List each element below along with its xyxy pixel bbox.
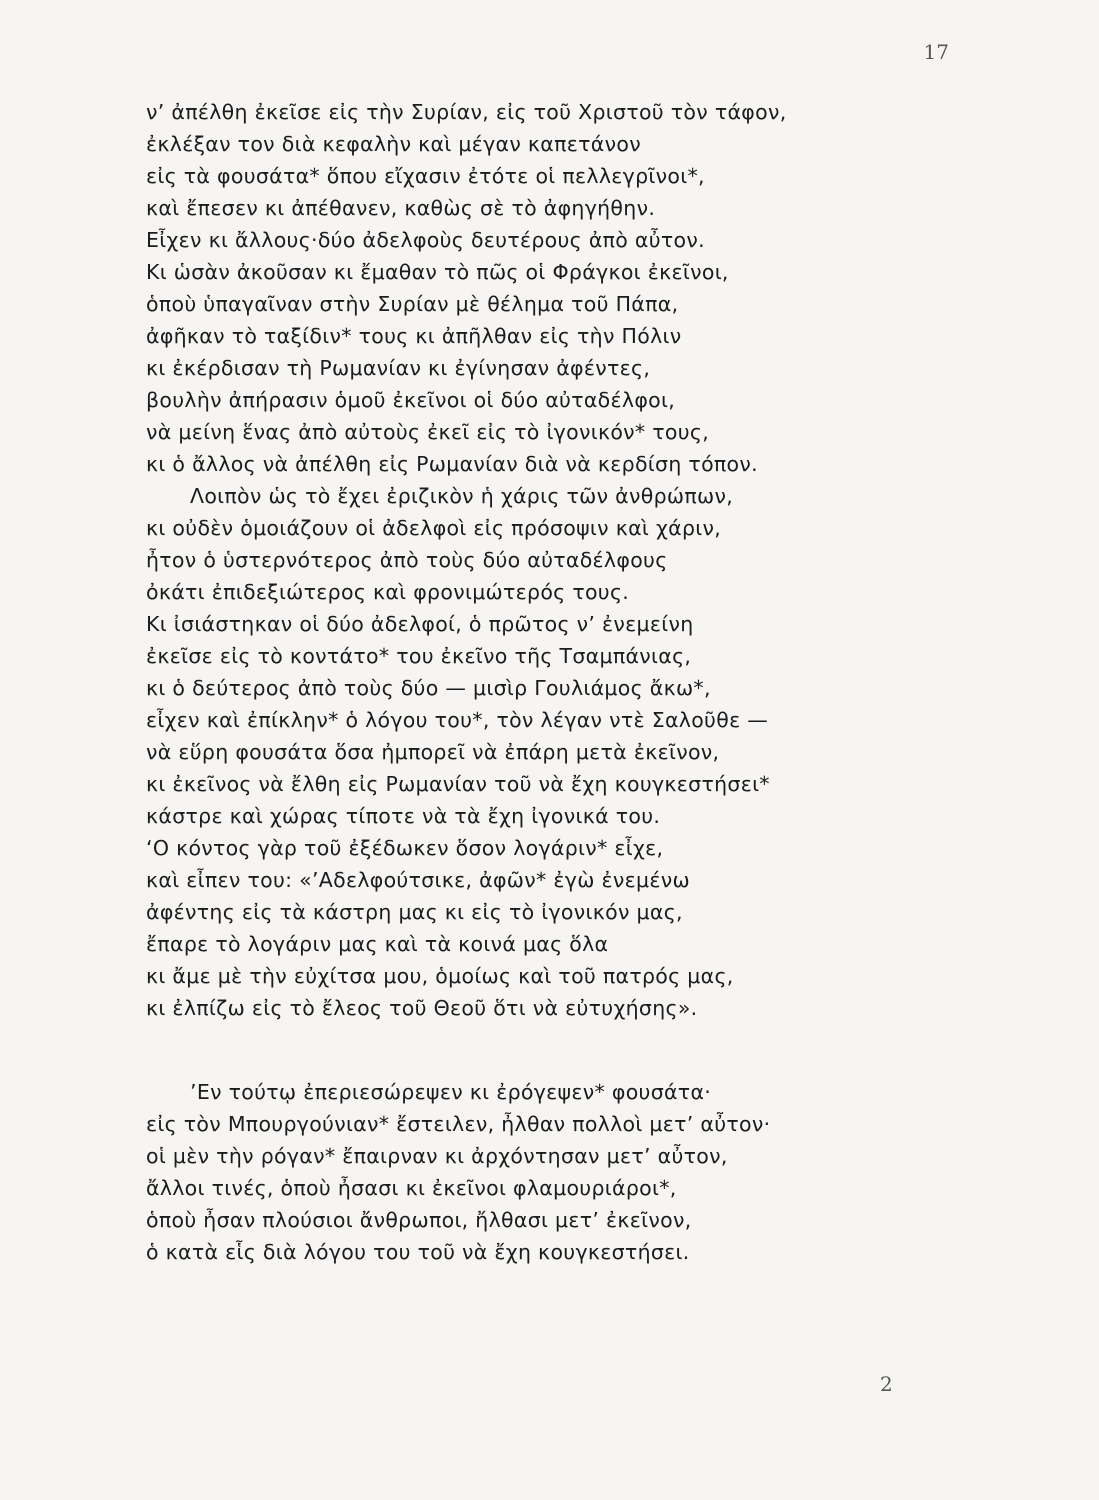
verse-line-indented: Λοιπὸν ὡς τὸ ἔχει ἐριζικὸν ἡ χάρις τῶν ἀνθρώπων, <box>190 484 734 508</box>
verse-line: ἄλλοι τινές, ὁποὺ ἦσασι κι ἐκεῖνοι φλαμουριάροι*, <box>146 1176 677 1200</box>
verse-line: ὀκάτι ἐπιδεξιώτερος καὶ φρονιμώτερός τους. <box>146 580 630 604</box>
stanza-divider <box>146 1024 926 1076</box>
verse-line: κι ὁ δεύτερος ἀπὸ τοὺς δύο — μισὶρ Γουλιάμος ἄκω*, <box>146 676 711 700</box>
verse-line: ἀφῆκαν τὸ ταξίδιν* τους κι ἀπῆλθαν εἰς τὴν Πόλιν <box>146 324 682 348</box>
verse-line: εἰς τὸν Μπουργούνιαν* ἔστειλεν, ἦλθαν πολλοὶ μετ’ αὖτον· <box>146 1112 771 1136</box>
verse-line: ἦτον ὁ ὑστερνότερος ἀπὸ τοὺς δύο αὐταδέλφους <box>146 548 668 572</box>
verse-line: ‘Ο κόντος γὰρ τοῦ ἐξέδωκεν ὅσον λογάριν* εἶχε, <box>146 836 664 860</box>
verse-line: κι ὁ ἄλλος νὰ ἀπέλθη εἰς Ρωμανίαν διὰ νὰ κερδίση τόπον. <box>146 452 758 476</box>
verse-line: καὶ εἶπεν του: «’Αδελφούτσικε, ἀφῶν* ἐγὼ ἐνεμένω <box>146 868 690 892</box>
verse-line: ἐκλέξαν τον διὰ κεφαλὴν καὶ μέγαν καπετάνον <box>146 132 641 156</box>
verse-line: εἶχεν καὶ ἐπίκλην* ὁ λόγου του*, τὸν λέγαν ντὲ Σαλοῦθε — <box>146 708 769 732</box>
verse-line: νὰ μείνη ἕνας ἀπὸ αὐτοὺς ἐκεῖ εἰς τὸ ἰγονικόν* τους, <box>146 420 710 444</box>
verse-line: Κι ὡσὰν ἀκοῦσαν κι ἔμαθαν τὸ πῶς οἱ Φράγκοι ἐκεῖνοι, <box>146 260 729 284</box>
verse-line: ὁποὺ ὑπαγαῖναν στὴν Συρίαν μὲ θέλημα τοῦ Πάπα, <box>146 292 679 316</box>
verse-line: ἀφέντης εἰς τὰ κάστρη μας κι εἰς τὸ ἰγονικόν μας, <box>146 900 683 924</box>
stanza-2 <box>146 480 926 1024</box>
verse-line: εἰς τὰ φουσάτα* ὅπου εἴχασιν ἐτότε οἱ πελλεγρῖνοι*, <box>146 164 705 188</box>
verse-line: κάστρε καὶ χώρας τίποτε νὰ τὰ ἔχη ἰγονικά του. <box>146 804 661 828</box>
verse-line: βουλὴν ἀπήρασιν ὁμοῦ ἐκεῖνοι οἱ δύο αὐταδέλφοι, <box>146 388 676 412</box>
verse-line: Κι ἰσιάστηκαν οἱ δύο ἀδελφοί, ὁ πρῶτος ν’ ἐνεμείνη <box>146 612 694 636</box>
verse-line: κι ἐκέρδισαν τὴ Ρωμανίαν κι ἐγίνησαν ἀφέντες, <box>146 356 651 380</box>
verse-line: οἱ μὲν τὴν ρόγαν* ἔπαιρναν κι ἀρχόντησαν μετ’ αὖτον, <box>146 1144 728 1168</box>
verse-line: ἐκεῖσε εἰς τὸ κοντάτο* του ἐκεῖνο τῆς Τσαμπάνιας, <box>146 644 692 668</box>
verse-line: κι οὐδὲν ὁμοιάζουν οἱ ἀδελφοὶ εἰς πρόσοψιν καὶ χάριν, <box>146 516 722 540</box>
stanza-3 <box>146 1076 926 1268</box>
verse-line: Εἶχεν κι ἄλλους·δύο ἀδελφοὺς δευτέρους ἀπὸ αὖτον. <box>146 228 705 252</box>
verse-line: ἔπαρε τὸ λογάριν μας καὶ τὰ κοινά μας ὅλα <box>146 932 609 956</box>
verse-line: ὁ κατὰ εἷς διὰ λόγου του τοῦ νὰ ἔχη κουγκεστήσει. <box>146 1240 690 1264</box>
stanza-1 <box>146 96 926 480</box>
verse-line: νὰ εὕρη φουσάτα ὅσα ἠμπορεῖ νὰ ἐπάρη μετὰ ἐκεῖνον, <box>146 740 720 764</box>
verse-line: καὶ ἔπεσεν κι ἀπέθανεν, καθὼς σὲ τὸ ἀφηγήθην. <box>146 196 656 220</box>
verse-line: κι ἐλπίζω εἰς τὸ ἔλεος τοῦ Θεοῦ ὅτι νὰ εὐτυχήσης». <box>146 996 698 1020</box>
verse-line: ν’ ἀπέλθη ἐκεῖσε εἰς τὴν Συρίαν, εἰς τοῦ Χριστοῦ τὸν τάφον, <box>146 100 787 124</box>
verse-line: κι ἐκεῖνος νὰ ἔλθη εἰς Ρωμανίαν τοῦ νὰ ἔχη κουγκεστήσει* <box>146 772 770 796</box>
verse-line: ὁποὺ ἦσαν πλούσιοι ἄνθρωποι, ἤλθασι μετ’ ἐκεῖνον, <box>146 1208 692 1232</box>
verse-line: κι ἄμε μὲ τὴν εὐχίτσα μου, ὁμοίως καὶ τοῦ πατρός μας, <box>146 964 734 988</box>
verse-line-indented: ’Εν τούτῳ ἐπεριεσώρεψεν κι ἐρόγεψεν* φουσάτα· <box>190 1080 712 1104</box>
page-number: 17 <box>923 40 949 64</box>
poem-text <box>146 96 926 1268</box>
signature-mark: 2 <box>880 1372 893 1396</box>
